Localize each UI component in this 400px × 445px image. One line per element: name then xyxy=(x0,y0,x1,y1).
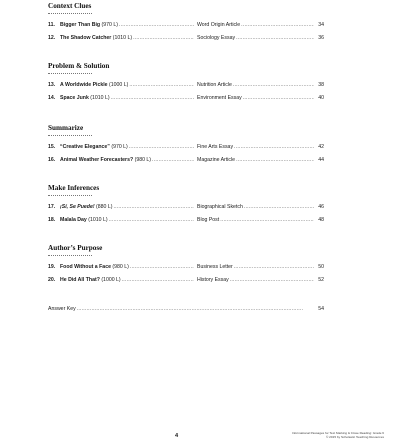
toc-entry[interactable] xyxy=(48,216,324,225)
entry-number: 16. xyxy=(48,157,56,163)
entry-title: He Did All That? xyxy=(60,277,100,283)
entry-lexile: (980 L) xyxy=(112,264,129,270)
section-make-inferences xyxy=(48,184,324,223)
entry-title: ¡Sí, Se Puede! xyxy=(60,204,95,210)
page-number: 4 xyxy=(175,433,179,439)
section-heading: Context Clues xyxy=(48,2,92,10)
footer-credit xyxy=(236,431,384,439)
entry-genre: Biographical Sketch xyxy=(197,204,243,210)
entry-genre: Blog Post xyxy=(197,217,220,223)
entry-page: 34 xyxy=(318,22,324,28)
entry-lexile: (970 L) xyxy=(101,22,118,28)
toc-entry[interactable] xyxy=(48,143,324,152)
footer-credit-line: Informational Passages for Text Marking & Close Reading: Grade 6 xyxy=(291,431,384,435)
section-divider xyxy=(48,73,92,74)
entry-number: 14. xyxy=(48,95,56,101)
dot-leader xyxy=(133,34,194,43)
section-heading: Summarize xyxy=(48,124,84,132)
dot-leader xyxy=(234,263,314,272)
footer-copyright-line: © 2015 by Scholastic Teaching Resources xyxy=(326,435,384,439)
section-authors-purpose xyxy=(48,244,324,283)
toc-entry[interactable] xyxy=(48,34,324,43)
toc-entry-answer-key[interactable] xyxy=(48,305,324,314)
dot-leader xyxy=(111,94,194,103)
entry-number: 11. xyxy=(48,22,55,28)
entry-title: “Creative Elegance” xyxy=(60,144,110,150)
section-summarize xyxy=(48,124,324,163)
section-heading: Make Inferences xyxy=(48,184,100,192)
answer-key-page: 54 xyxy=(318,306,324,312)
section-heading: Problem & Solution xyxy=(48,62,110,70)
entry-number: 15. xyxy=(48,144,56,150)
entry-title: A Worldwide Pickle xyxy=(60,82,108,88)
dot-leader xyxy=(109,216,194,225)
entry-title: Bigger Than Big xyxy=(60,22,101,28)
entry-genre: Fine Arts Essay xyxy=(197,144,234,150)
entry-lexile: (880 L) xyxy=(96,204,113,210)
entry-genre: Environment Essay xyxy=(197,95,242,101)
entry-title: Food Without a Face xyxy=(60,264,111,270)
dot-leader xyxy=(244,203,314,212)
toc-entry[interactable] xyxy=(48,94,324,103)
entry-genre: Sociology Essay xyxy=(197,35,236,41)
entry-number: 12. xyxy=(48,35,56,41)
dot-leader xyxy=(243,94,314,103)
entry-page: 36 xyxy=(318,35,324,41)
entry-title: Animal Weather Forecasters? xyxy=(60,157,134,163)
entry-lexile: (980 L) xyxy=(134,157,152,163)
entry-lexile: (1010 L) xyxy=(112,35,133,41)
entry-page: 40 xyxy=(318,95,324,101)
dot-leader xyxy=(129,81,194,90)
toc-entry[interactable] xyxy=(48,203,324,212)
toc-entry[interactable] xyxy=(48,81,324,90)
dot-leader xyxy=(77,305,318,314)
toc-entry[interactable] xyxy=(48,21,324,30)
entry-page: 52 xyxy=(318,277,324,283)
toc-entry[interactable] xyxy=(48,276,324,285)
dot-leader xyxy=(152,156,194,165)
entry-title: The Shadow Catcher xyxy=(60,35,112,41)
dot-leader xyxy=(230,276,314,285)
entry-title: Space Junk xyxy=(60,95,89,101)
entry-lexile: (1010 L) xyxy=(90,95,110,101)
entry-lexile: (1000 L) xyxy=(101,277,121,283)
toc-entry[interactable] xyxy=(48,263,324,272)
entry-page: 46 xyxy=(318,204,324,210)
entry-number: 13. xyxy=(48,82,56,88)
dot-leader xyxy=(233,81,314,90)
dot-leader xyxy=(241,21,314,30)
entry-genre: History Essay xyxy=(197,277,229,283)
entry-page: 44 xyxy=(318,157,324,163)
dot-leader xyxy=(129,143,194,152)
toc-entry[interactable] xyxy=(48,156,324,165)
entry-page: 38 xyxy=(318,82,324,88)
entry-page: 48 xyxy=(318,217,324,223)
entry-number: 17. xyxy=(48,204,56,210)
dot-leader xyxy=(236,34,314,43)
section-divider xyxy=(48,195,92,196)
section-divider xyxy=(48,13,92,14)
section-divider xyxy=(48,135,92,136)
dot-leader xyxy=(119,21,194,30)
entry-number: 20. xyxy=(48,277,56,283)
entry-lexile: (1010 L) xyxy=(88,217,108,223)
section-heading: Author’s Purpose xyxy=(48,244,103,252)
entry-lexile: (1000 L) xyxy=(109,82,129,88)
dot-leader xyxy=(220,216,314,225)
dot-leader xyxy=(122,276,194,285)
entry-title: Malala Day xyxy=(60,217,87,223)
section-problem-solution xyxy=(48,62,324,101)
entry-page: 50 xyxy=(318,264,324,270)
dot-leader xyxy=(234,143,314,152)
section-context-clues xyxy=(48,2,324,41)
dot-leader xyxy=(236,156,314,165)
entry-page: 42 xyxy=(318,144,324,150)
entry-genre: Nutrition Article xyxy=(197,82,232,88)
entry-genre: Word Origin Article xyxy=(197,22,241,28)
entry-lexile: (970 L) xyxy=(111,144,128,150)
dot-leader xyxy=(130,263,194,272)
dot-leader xyxy=(113,203,194,212)
entry-number: 19. xyxy=(48,264,56,270)
section-divider xyxy=(48,255,92,256)
entry-number: 18. xyxy=(48,217,56,223)
entry-genre: Business Letter xyxy=(197,264,233,270)
entry-genre: Magazine Article xyxy=(197,157,236,163)
answer-key-label: Answer Key xyxy=(48,306,76,312)
